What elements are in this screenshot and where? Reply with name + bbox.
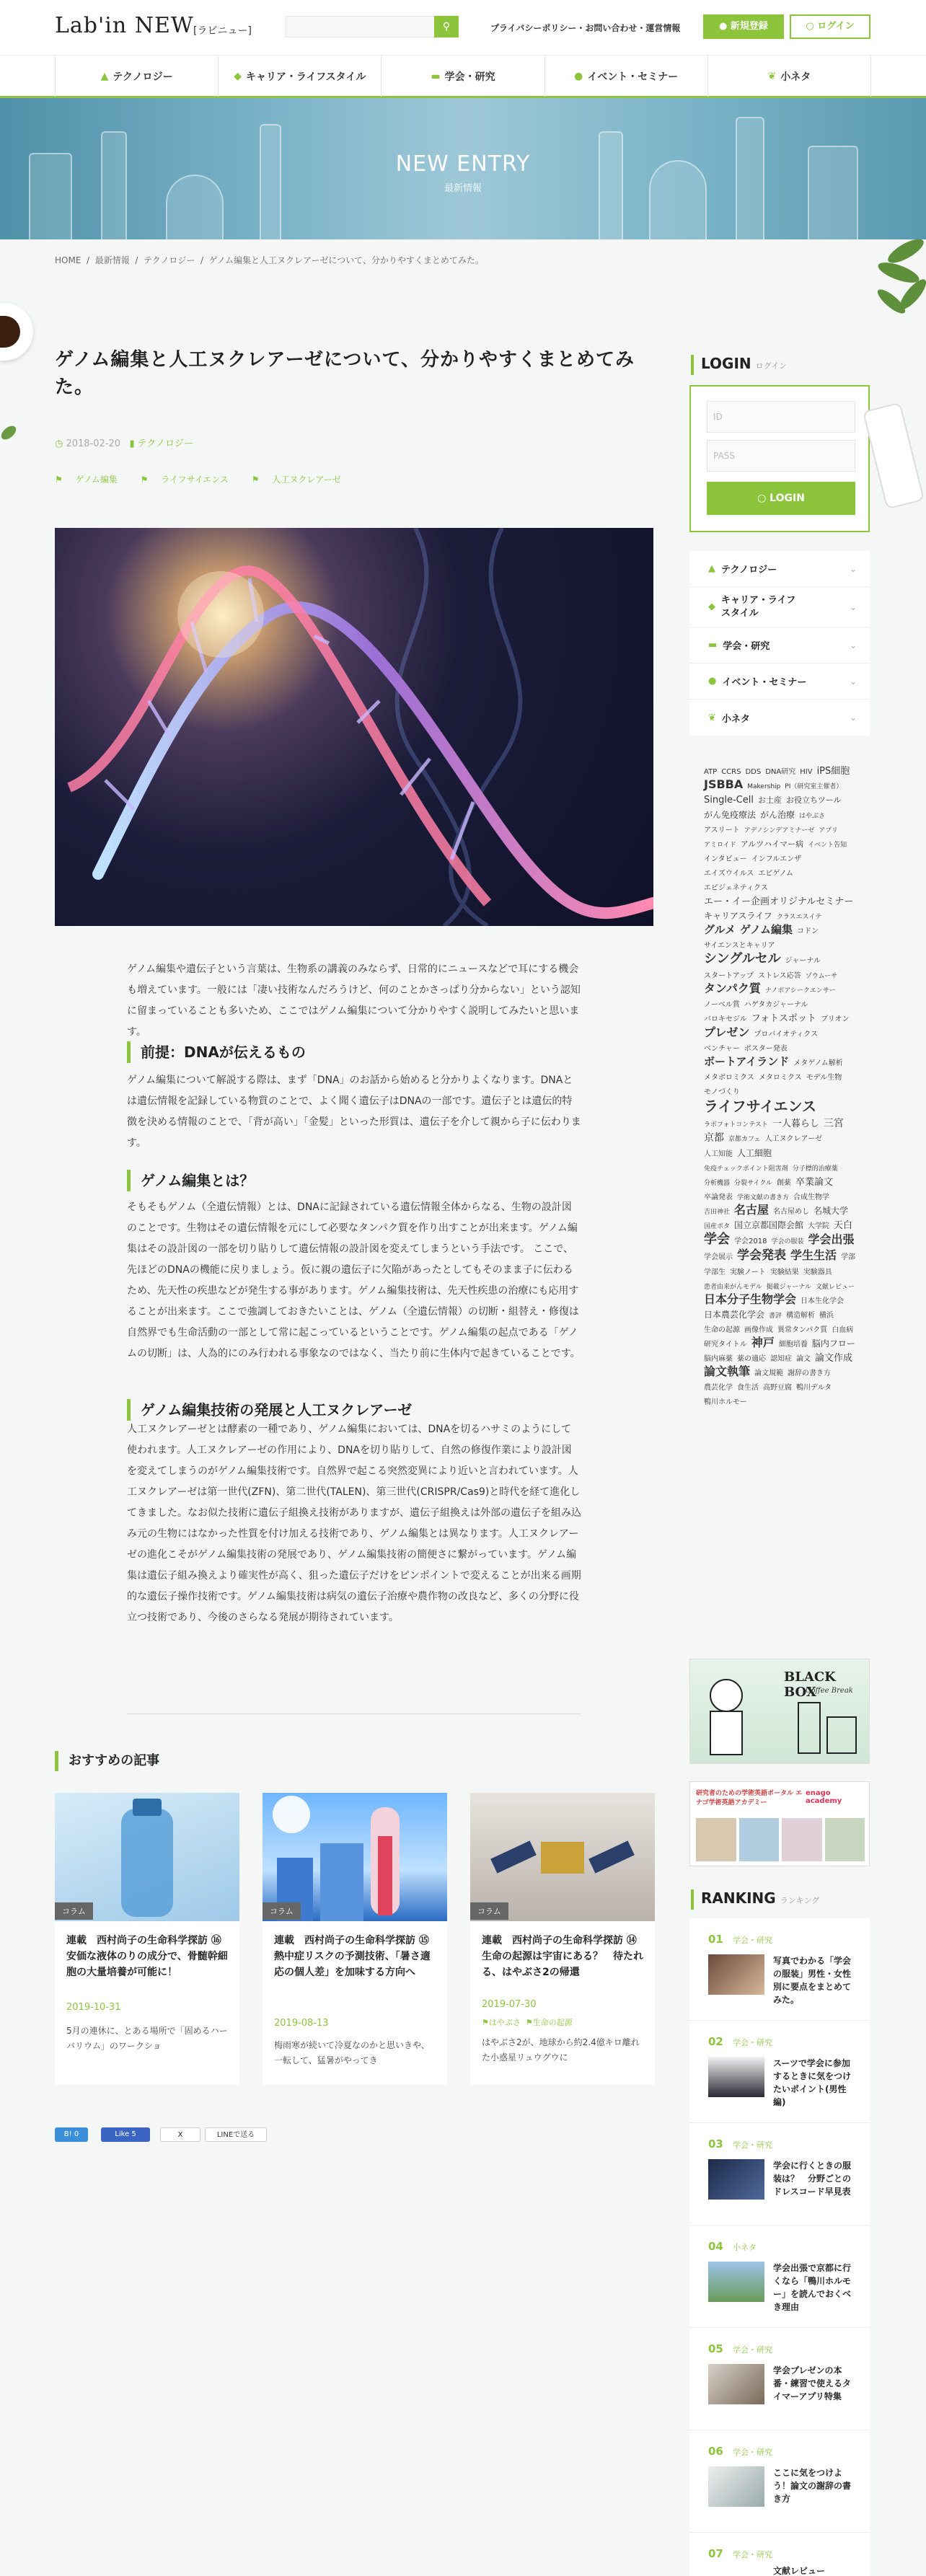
x-share-button[interactable]: X: [160, 2127, 200, 2142]
nav-item-technology[interactable]: [55, 56, 219, 97]
tag-cloud-item[interactable]: 脳内フロー: [811, 1338, 855, 1349]
rank-thumbnail: [708, 2159, 764, 2200]
tag-cloud-item[interactable]: 掲載ジャーナル: [766, 1283, 811, 1291]
tag-cloud-item[interactable]: CCRS: [721, 768, 741, 776]
tag-cloud-item[interactable]: イベント告知: [808, 841, 847, 849]
id-field[interactable]: ID: [707, 401, 855, 433]
rank-number: 07: [708, 2547, 723, 2560]
tag-cloud-item[interactable]: 構造解析: [786, 1311, 816, 1320]
rank-number: 05: [708, 2342, 723, 2355]
ranking-list: [689, 1918, 870, 2576]
rank-thumbnail: [708, 2364, 764, 2404]
rank-number: 02: [708, 2035, 723, 2048]
recommend-heading: おすすめの記事: [55, 1751, 159, 1771]
tag-cloud-item[interactable]: ブリオン: [820, 1015, 850, 1024]
tag-icon: ⚑: [482, 2018, 489, 2027]
tag-cloud-item[interactable]: 脳内麻薬: [704, 1354, 733, 1363]
tag-cloud-item[interactable]: 分析機器: [704, 1179, 731, 1187]
tag-cloud-item[interactable]: バロキセジル: [704, 1015, 747, 1024]
ranking-item[interactable]: [689, 2430, 870, 2533]
rank-category: 学会・研究: [733, 2550, 772, 2559]
banner-subtitle: Coffee Break: [806, 1687, 853, 1695]
tag-cloud-item[interactable]: インタビュー: [704, 855, 747, 863]
hero-title: NEW ENTRY: [395, 151, 531, 177]
card-tag[interactable]: 生命の起源: [532, 2018, 573, 2027]
tag-cloud-item[interactable]: 名城大学: [813, 1205, 849, 1216]
rank-thumbnail: [708, 2262, 764, 2302]
tag-cloud-item[interactable]: 学術文献の書き方: [737, 1194, 790, 1201]
rank-number: 06: [708, 2445, 723, 2458]
tag-cloud-item[interactable]: エイズウイルス: [704, 869, 754, 878]
site-header: [0, 0, 926, 55]
tag-cloud-item[interactable]: インフルエンザ: [751, 855, 802, 863]
section-heading: 前提：DNAが伝えるもの: [127, 1041, 581, 1063]
tag-cloud-item[interactable]: 横浜: [819, 1311, 834, 1320]
ranking-subtitle: ランキング: [780, 1896, 820, 1905]
nav-label: 小ネタ: [780, 71, 811, 83]
site-logo-subtitle: [ラビニュー]: [193, 25, 252, 37]
line-share-button[interactable]: LINEで送る: [205, 2127, 267, 2142]
tag-cloud-item[interactable]: エー・イー企画オリジナルセミナー: [704, 896, 854, 907]
tag-cloud-item[interactable]: 鴨川デルタ: [796, 1384, 832, 1392]
tag-cloud-item[interactable]: アデノシンデアミナーゼ: [744, 826, 815, 834]
ranking-item[interactable]: [689, 2021, 870, 2123]
tag-cloud-item[interactable]: 実験結果: [770, 1268, 799, 1276]
tag-cloud-item[interactable]: ノーベル賞: [704, 1001, 740, 1010]
tag-cloud-item[interactable]: メタゲノム解析: [793, 1059, 843, 1067]
tag-cloud-item[interactable]: 神戸: [751, 1335, 775, 1349]
plant-decoration: [863, 229, 926, 323]
tag-cloud-item[interactable]: ATP: [704, 768, 718, 776]
tag-cloud-item[interactable]: 人工細胞: [737, 1147, 772, 1158]
tag-cloud-item[interactable]: 日本農芸化学会: [704, 1309, 765, 1320]
diamond-icon: ◆: [234, 70, 242, 82]
category-item[interactable]: [689, 551, 870, 587]
tag-cloud-item[interactable]: キャリアスライフ: [704, 910, 772, 921]
card-excerpt: はやぶさ2が、地球から約2.4億キロ離れた小惑星リュウグウに: [482, 2037, 640, 2063]
tag-cloud-item[interactable]: DDS: [745, 768, 762, 776]
tag-cloud-item[interactable]: 薬の適応: [737, 1354, 766, 1363]
tag-cloud-item[interactable]: お土産: [757, 795, 782, 806]
card-date: 2019-10-31: [66, 2002, 121, 2013]
login-submit-button[interactable]: [707, 482, 855, 515]
tag-cloud-item[interactable]: アスリート: [704, 826, 740, 834]
leaf-icon: ❦: [708, 712, 716, 723]
tag-cloud-item[interactable]: 学部生: [704, 1268, 726, 1276]
tag-cloud-item[interactable]: アプリ: [819, 826, 838, 834]
rank-thumbnail: [708, 2057, 764, 2097]
rank-title: 学会出張で京都に行くなら「鴨川ホルモー」を読んでおくべき理由: [773, 2263, 852, 2312]
tag-cloud-item[interactable]: 鴨川ホルモー: [704, 1398, 747, 1406]
divider: [127, 1713, 581, 1714]
rank-title: 写真でわかる「学会の服装」男性・女性別に要点をまとめてみた。: [773, 1956, 852, 2005]
login-subtitle: ログイン: [755, 361, 788, 371]
ranking-item[interactable]: [689, 2533, 870, 2576]
tag-cloud-item[interactable]: 分裂サイクル: [734, 1179, 772, 1187]
article-date: 2018-02-20: [66, 438, 121, 449]
tag-cloud-item[interactable]: 吉田神社: [704, 1208, 731, 1216]
chevron-down-icon: ⌄: [849, 601, 857, 612]
tag-cloud-item[interactable]: ゾウムーサ: [805, 973, 838, 981]
tag-label: 人工ヌクレアーゼ: [272, 475, 341, 485]
banner-brand: enago academy: [806, 1789, 842, 1805]
rank-thumbnail: [708, 2466, 764, 2507]
breadcrumb-latest[interactable]: 最新情報: [94, 255, 130, 265]
diamond-icon: ◆: [708, 601, 715, 612]
banner-thumbnails: [696, 1818, 865, 1861]
tag-cloud-item[interactable]: 創薬: [776, 1178, 791, 1187]
register-label: 新規登録: [730, 21, 768, 32]
ranking-item[interactable]: [689, 2123, 870, 2226]
card-date: 2019-08-13: [274, 2018, 329, 2029]
tag-cloud-item[interactable]: 分子標的治療薬: [792, 1165, 838, 1173]
tag-cloud-item[interactable]: DNA研究: [765, 768, 796, 776]
tag-cloud-item[interactable]: 細胞培養: [778, 1340, 808, 1349]
leaf-icon: ❦: [767, 70, 777, 82]
tag-cloud-item[interactable]: 合成生物学: [793, 1193, 830, 1201]
tag-cloud-item[interactable]: クラスエスイテ: [776, 913, 822, 921]
tag-cloud-item[interactable]: プロバイオティクス: [754, 1030, 819, 1038]
tag-cloud-item[interactable]: アルツハイマー病: [740, 839, 804, 849]
tag-cloud-item[interactable]: 学会展示: [704, 1253, 733, 1261]
nav-item-event[interactable]: [545, 56, 708, 97]
tag-cloud-item[interactable]: 謝辞の書き方: [788, 1369, 832, 1377]
tag-cloud-item[interactable]: 学会: [704, 1232, 730, 1247]
tag-cloud-item[interactable]: 認知症: [770, 1354, 792, 1363]
login-label: ログイン: [817, 21, 855, 32]
tag-cloud-item[interactable]: 学会2018: [734, 1238, 767, 1245]
banner-title: BLACK BOX: [784, 1669, 836, 1700]
tag-cloud-item[interactable]: 国産ボタ: [704, 1222, 731, 1230]
category-label: キャリア・ライフスタイル: [721, 594, 796, 619]
tag-cloud-item[interactable]: はやぶさ: [799, 812, 826, 820]
tag-cloud: [704, 763, 860, 1408]
category-item[interactable]: [689, 700, 870, 736]
tag-cloud-item[interactable]: 実験器具: [803, 1268, 832, 1276]
dna-helix-illustration: [55, 528, 653, 926]
search-input[interactable]: [286, 16, 459, 38]
mortarboard-icon: ▬: [708, 640, 718, 650]
ranking-item[interactable]: [689, 2328, 870, 2430]
tag-cloud-item[interactable]: 免疫チェックポイント阻害剤: [704, 1165, 788, 1173]
card-excerpt: 5月の連休に、とある場所で「固めるハーバリウム」のワークショ: [66, 2026, 228, 2051]
login-heading: [691, 355, 787, 375]
article-header: [55, 346, 653, 401]
breadcrumb-current: ゲノム編集と人工ヌクレアーゼについて、分かりやすくまとめてみた。: [208, 255, 484, 265]
tag-cloud-item[interactable]: がん免疫療法: [704, 809, 757, 820]
tag-cloud-item[interactable]: 人工知能: [704, 1150, 733, 1158]
chevron-down-icon: ⌄: [849, 563, 857, 574]
nav-label: テクノロジー: [113, 71, 173, 83]
hatena-share-button[interactable]: B! 0: [55, 2127, 88, 2142]
rank-title: スーツで学会に参加するときに気をつけたいポイント(男性編): [773, 2058, 852, 2107]
tag-cloud-item[interactable]: 農芸化学: [704, 1384, 733, 1392]
tag-cloud-item[interactable]: 生命の起源: [704, 1326, 740, 1334]
tag-cloud-item[interactable]: 論文: [796, 1354, 811, 1363]
flask-decoration: [736, 117, 764, 239]
global-nav: [0, 55, 926, 98]
coffee-cup-decoration: [0, 303, 33, 361]
nav-label: イベント・セミナー: [587, 71, 679, 83]
tag-cloud-item[interactable]: がん治療: [760, 809, 795, 820]
tag-cloud-item[interactable]: 学生生活: [790, 1248, 837, 1262]
card-tags: [482, 2016, 573, 2028]
category-label: テクノロジー: [721, 565, 777, 575]
tag-cloud-item[interactable]: コドン: [797, 927, 819, 935]
tag-cloud-item[interactable]: iPS細胞: [816, 766, 850, 777]
tag-cloud-item[interactable]: エピジェネティクス: [704, 883, 768, 892]
top-links[interactable]: プライバシーポリシー・お問い合わせ・運営情報: [490, 23, 681, 33]
flask-icon: ▲: [100, 70, 109, 82]
rank-category: 学会・研究: [733, 1936, 772, 1945]
tag-cloud-item[interactable]: フォトスポット: [751, 1013, 816, 1025]
article-title: ゲノム編集と人工ヌクレアーゼについて、分かりやすくまとめてみた。: [55, 349, 635, 398]
recommend-card[interactable]: [55, 1793, 239, 2084]
tag-cloud-item[interactable]: ポスター発表: [744, 1044, 788, 1053]
tag-cloud-item[interactable]: 論文作成: [815, 1352, 853, 1364]
tag-cloud-item[interactable]: JSBBA: [704, 777, 744, 792]
tag-cloud-item[interactable]: 一人暮らし: [772, 1118, 819, 1129]
tag-cloud-item[interactable]: 人工ヌクレアーゼ: [764, 1135, 823, 1143]
login-form: [689, 385, 870, 532]
tag-cloud-item[interactable]: 論文執筆: [704, 1364, 751, 1378]
nav-label: キャリア・ライフスタイル: [246, 71, 366, 83]
ranking-item[interactable]: [689, 2226, 870, 2328]
category-item[interactable]: [689, 627, 870, 663]
tag-cloud-item[interactable]: 高野豆腐: [763, 1384, 792, 1392]
tag-label: ゲノム編集: [75, 475, 118, 485]
ranking-title: RANKING: [701, 1889, 776, 1907]
login-submit-label: LOGIN: [770, 493, 805, 504]
tag-cloud-item[interactable]: 文献レビュー: [815, 1283, 855, 1291]
tag-icon: ⚑: [140, 475, 151, 485]
facebook-like-button[interactable]: Like 5: [101, 2127, 150, 2142]
tag-cloud-item[interactable]: モデル生物: [806, 1073, 842, 1082]
breadcrumb-category[interactable]: テクノロジー: [144, 255, 195, 265]
tag-cloud-item[interactable]: アミロイド: [704, 841, 736, 849]
article-paragraph: ゲノム編集について解説する際は、まず「DNA」のお話から始めると分かりよくなります。DNAとは遺伝情報を記録している物質のことで、よく聞く遺伝子はDNAの一部です。遺伝子とは遺伝的特徴を決める情報のことで、「背が高い」「金髪」といった形質は、遺伝子を介して親から子に伝わります。: [127, 1075, 581, 1149]
nav-item-conference[interactable]: [382, 56, 544, 97]
password-field[interactable]: PASS: [707, 440, 855, 472]
tag-cloud-item[interactable]: 書評: [769, 1312, 782, 1320]
tag-cloud-item[interactable]: メタボロミクス: [704, 1073, 754, 1082]
tag-cloud-item[interactable]: メタロミクス: [758, 1073, 802, 1082]
article-paragraph: 人工ヌクレアーゼとは酵素の一種であり、ゲノム編集においては、DNAを切るハサミのようにして使われます。人工ヌクレアーゼの作用により、DNAを切り貼りして、自然の修復作業により設計図を変えてしまうのがゲノム編集技術です。自然界で起こる突然変異により近いと言われています。人工ヌクレアーゼは第一世代(ZFN)、第二世代(TALEN)、第三世代(CRISPR/Cas9)と時代を経て進化してきました。なお似た技術に遺伝子組換え技術がありますが、遺伝子組換えは外部の遺伝子を組み込み元の生物にはなかった性質を付け加える技術であり、ゲノム編集とは異なります。人工ヌクレアーゼの進化こそがゲノム編集技術の発展であり、ゲノム編集技術の簡便さに繋がっています。ゲノム編集は遺伝子組み換えより確実性が高く、狙った遺伝子だけをピンポイントで変えることが出来る画期的な遺伝子操作技術です。ゲノム編集技術は病気の遺伝子治療や農作物の改良など、多くの分野に役立つ技術であり、今後のさらなる発展が期待されています。: [127, 1424, 581, 1623]
rank-number: 01: [708, 1933, 723, 1946]
lock-icon: ○: [806, 21, 818, 32]
tag-cloud-item[interactable]: ボートアイランド: [704, 1054, 790, 1068]
tag-cloud-item[interactable]: 卒業論文: [795, 1176, 833, 1188]
tag-cloud-item[interactable]: 卒論発表: [704, 1193, 733, 1201]
tag-icon: ⚑: [525, 2018, 533, 2027]
card-tag[interactable]: はやぶさ: [488, 2018, 521, 2027]
breadcrumb-home[interactable]: HOME: [55, 255, 81, 265]
card-badge: コラム: [55, 1902, 93, 1920]
tag-cloud-item[interactable]: シングルセル: [704, 950, 781, 966]
card-title: 連載 西村尚子の生命科学探訪 ⑭ 生命の起源は宇宙にある？ 待たれる、はやぶさ2の帰還: [482, 1935, 643, 1978]
register-button[interactable]: [703, 14, 784, 39]
tag-cloud-item[interactable]: 国立京都国際会館: [734, 1219, 804, 1230]
hero-subtitle: 最新情報: [444, 183, 482, 194]
tag-cloud-item[interactable]: 異常タンパク質: [777, 1326, 828, 1334]
article-main-image: [55, 528, 653, 926]
search-icon[interactable]: ⚲: [434, 16, 459, 38]
category-menu: [689, 551, 870, 736]
category-label: 学会・研究: [723, 641, 770, 652]
ranking-heading: [691, 1889, 819, 1910]
lock-icon: ○: [757, 493, 770, 504]
tag-cloud-item[interactable]: 名古屋: [734, 1202, 770, 1217]
tag-cloud-item[interactable]: ナノポアシークエンサー: [764, 987, 836, 995]
rank-number: 03: [708, 2138, 723, 2151]
tag-cloud-item[interactable]: Makership: [747, 783, 781, 791]
rank-category: 学会・研究: [733, 2038, 772, 2047]
category-item[interactable]: [689, 663, 870, 700]
rank-title: 学会に行くときの服装は？ 分野ごとのドレスコード早見表: [773, 2161, 852, 2197]
tag-cloud-item[interactable]: 学会出張: [808, 1232, 855, 1246]
category-label: 小ネタ: [721, 713, 750, 725]
site-logo[interactable]: Lab'in NEW: [55, 13, 194, 38]
tag-cloud-item[interactable]: お役立ちツール: [785, 795, 842, 806]
tag-cloud-item[interactable]: ストレス応答: [758, 972, 801, 981]
microphone-icon: ●: [708, 676, 717, 687]
tag-cloud-item[interactable]: エピゲノム: [758, 869, 793, 878]
leaf-decoration: [0, 418, 22, 447]
tag-cloud-item[interactable]: 日本分子生物学会: [704, 1292, 797, 1306]
ranking-item[interactable]: [689, 1918, 870, 2021]
article-tags: [55, 473, 361, 485]
blackbox-banner[interactable]: [689, 1659, 870, 1764]
breadcrumb: HOME / 最新情報 / テクノロジー / ゲノム編集と人工ヌクレアーゼについて、分かりやすくまとめてみた。: [55, 255, 484, 265]
tag-cloud-item[interactable]: 大学院: [808, 1222, 830, 1230]
enago-banner[interactable]: [689, 1781, 870, 1866]
folder-icon: ▮: [129, 438, 138, 449]
tag-cloud-item[interactable]: 患者由来がんモデル: [704, 1283, 762, 1291]
rank-title: 学会プレゼンの本番・練習で使えるタイマーアプリ特集: [773, 2365, 852, 2401]
tag-cloud-item[interactable]: ハゲタカジャーナル: [744, 1001, 808, 1010]
banner-text: 研究者のための学術英語ポータル エナゴ学術英語アカデミー: [696, 1790, 803, 1807]
nav-item-career[interactable]: [219, 56, 382, 97]
tag-cloud-item[interactable]: ベンチャー: [704, 1044, 740, 1053]
tag-cloud-item[interactable]: 学会発表: [737, 1248, 786, 1263]
tag-cloud-item[interactable]: 日本生化学会: [801, 1297, 845, 1305]
card-title: 連載 西村尚子の生命科学探訪 ⑯ 安価な液体のりの成分で、骨髄幹細胞の大量培養が可能に！: [66, 1935, 228, 1978]
article-paragraph: そもそもゲノム（全遺伝情報）とは、DNAに記録されている遺伝情報全体からなる、生物の設計図のことです。生物はその遺伝情報を元にして必要なタンパク質を作り出すことが出来ます。ゲノム編集はその設計図の一部を切り貼りして遺伝情報の設計図を変えてしまうという手法です。 ここで、先ほどのDNAの機能に戻りましょう。仮に親の遺伝子に欠陥があったとしてもそのまま子に伝わるため、先天性の疾患などが発生する事があります。ゲノム編集技術は、先天性疾患の治療にも応用することが出来ます。ここで強調しておきたいことは、ゲノム（全遺伝情報）の切断・組替え・修復は自然界でも生命活動の一部として常に起こっているということです。ゲノム編集の起点である「ゲノムの切断」は、人為的にのみ行われる事象なのではなく、当たり前に生体内で起きていることです。: [127, 1201, 581, 1359]
card-badge: コラム: [470, 1902, 508, 1920]
article-intro: ゲノム編集や遺伝子という言葉は、生物系の講義のみならず、日常的にニュースなどで耳にする機会も増えています。一般には「凄い技術なんだろうけど、何のことかさっぱり分からない」という認知に留まっていることも多いため、ここではゲノム編集について分かりやすく説明してみたいと思います。: [127, 963, 581, 1038]
tag-cloud-item[interactable]: Single-Cell: [704, 795, 754, 806]
rank-thumbnail: [708, 1954, 764, 1995]
tag-cloud-item[interactable]: ジャーナル: [785, 956, 821, 965]
tag-cloud-item[interactable]: 研究タイトル: [704, 1340, 747, 1349]
chevron-down-icon: ⌄: [849, 640, 857, 650]
tag-cloud-item[interactable]: 画像作成: [744, 1326, 773, 1334]
card-excerpt: 梅雨寒が続いて冷夏なのかと思いきや、一転して、猛暑がやってき: [274, 2040, 430, 2065]
scientist-illustration: [690, 1659, 870, 1764]
clock-icon: ◷: [55, 438, 66, 449]
section-heading: ゲノム編集とは？: [127, 1170, 581, 1191]
flask-icon: ▲: [708, 563, 715, 574]
tag-cloud-item[interactable]: 名古屋めし: [773, 1207, 810, 1216]
card-badge: コラム: [263, 1902, 301, 1920]
tag-cloud-item[interactable]: 天白: [834, 1219, 853, 1231]
rank-category: 学会・研究: [733, 2345, 772, 2355]
nav-item-tips[interactable]: [708, 56, 871, 97]
recommend-card[interactable]: [263, 1793, 447, 2084]
article-category[interactable]: テクノロジー: [137, 438, 193, 449]
card-date: 2019-07-30: [482, 1999, 537, 2010]
rank-title: ここに気をつけよう！論文の謝辞の書き方: [773, 2468, 852, 2504]
tag-cloud-item[interactable]: HIV: [800, 768, 813, 776]
tag-cloud-item[interactable]: サイエンスとキャリア: [704, 941, 775, 950]
nav-label: 学会・研究: [444, 71, 495, 83]
tag-cloud-item[interactable]: ゲノム編集: [740, 922, 793, 936]
tag-cloud-item[interactable]: ライフサイエンス: [704, 1097, 816, 1115]
tag-icon: ⚑: [55, 475, 66, 485]
tag-cloud-item[interactable]: グルメ: [704, 922, 736, 936]
tag-cloud-item[interactable]: 京都: [704, 1132, 724, 1144]
rank-category: 小ネタ: [733, 2243, 757, 2252]
tag-cloud-item[interactable]: 三宮: [823, 1117, 844, 1129]
tag-cloud-item[interactable]: 実験ノート: [730, 1268, 766, 1276]
tag-cloud-item[interactable]: PI（研究室主催者）: [785, 783, 843, 791]
tag-link[interactable]: [55, 475, 128, 485]
phone-decoration: [863, 402, 925, 510]
rank-title: 文献レビュー: [773, 2566, 826, 2576]
microphone-icon: ●: [574, 70, 583, 82]
tag-cloud-item[interactable]: 食生活: [737, 1384, 759, 1392]
card-title: 連載 西村尚子の生命科学探訪 ⑮ 熱中症リスクの予測技術、「暑さ適応の個人差」を加味する方向へ: [274, 1935, 431, 1978]
login-button[interactable]: [790, 14, 870, 39]
tag-cloud-item[interactable]: 白血病: [832, 1326, 854, 1334]
article-meta: [55, 436, 193, 449]
mortarboard-icon: ▬: [431, 70, 441, 82]
category-label: イベント・セミナー: [722, 677, 807, 688]
tag-cloud-item[interactable]: 学会の服装: [771, 1238, 804, 1245]
tag-cloud-item[interactable]: 京都カフェ: [728, 1136, 761, 1143]
rank-number: 04: [708, 2240, 723, 2253]
tag-label: ライフサイエンス: [161, 475, 229, 485]
tag-link[interactable]: [252, 475, 351, 485]
recommend-card[interactable]: [470, 1793, 655, 2084]
rank-category: 学会・研究: [733, 2140, 772, 2150]
tag-cloud-item[interactable]: タンパク質: [704, 982, 761, 996]
tag-cloud-item[interactable]: モノづくり: [704, 1088, 740, 1096]
tag-cloud-item[interactable]: プレゼン: [704, 1025, 750, 1039]
chevron-down-icon: ⌄: [849, 676, 857, 687]
tag-cloud-item[interactable]: 学部: [841, 1253, 856, 1261]
category-item[interactable]: [689, 587, 870, 627]
tag-link[interactable]: [141, 475, 239, 485]
user-icon: ●: [719, 21, 731, 32]
chevron-down-icon: ⌄: [849, 713, 857, 723]
hero-banner: [0, 98, 926, 239]
login-title: LOGIN: [701, 355, 751, 372]
section-heading: ゲノム編集技術の発展と人工ヌクレアーゼ: [127, 1399, 581, 1421]
tag-cloud-item[interactable]: ラボフォトコンテスト: [704, 1121, 768, 1129]
tag-cloud-item[interactable]: スタートアップ: [704, 972, 754, 981]
tag-cloud-item[interactable]: 論文規範: [754, 1369, 784, 1377]
rank-category: 学会・研究: [733, 2448, 772, 2457]
tag-icon: ⚑: [251, 475, 263, 485]
